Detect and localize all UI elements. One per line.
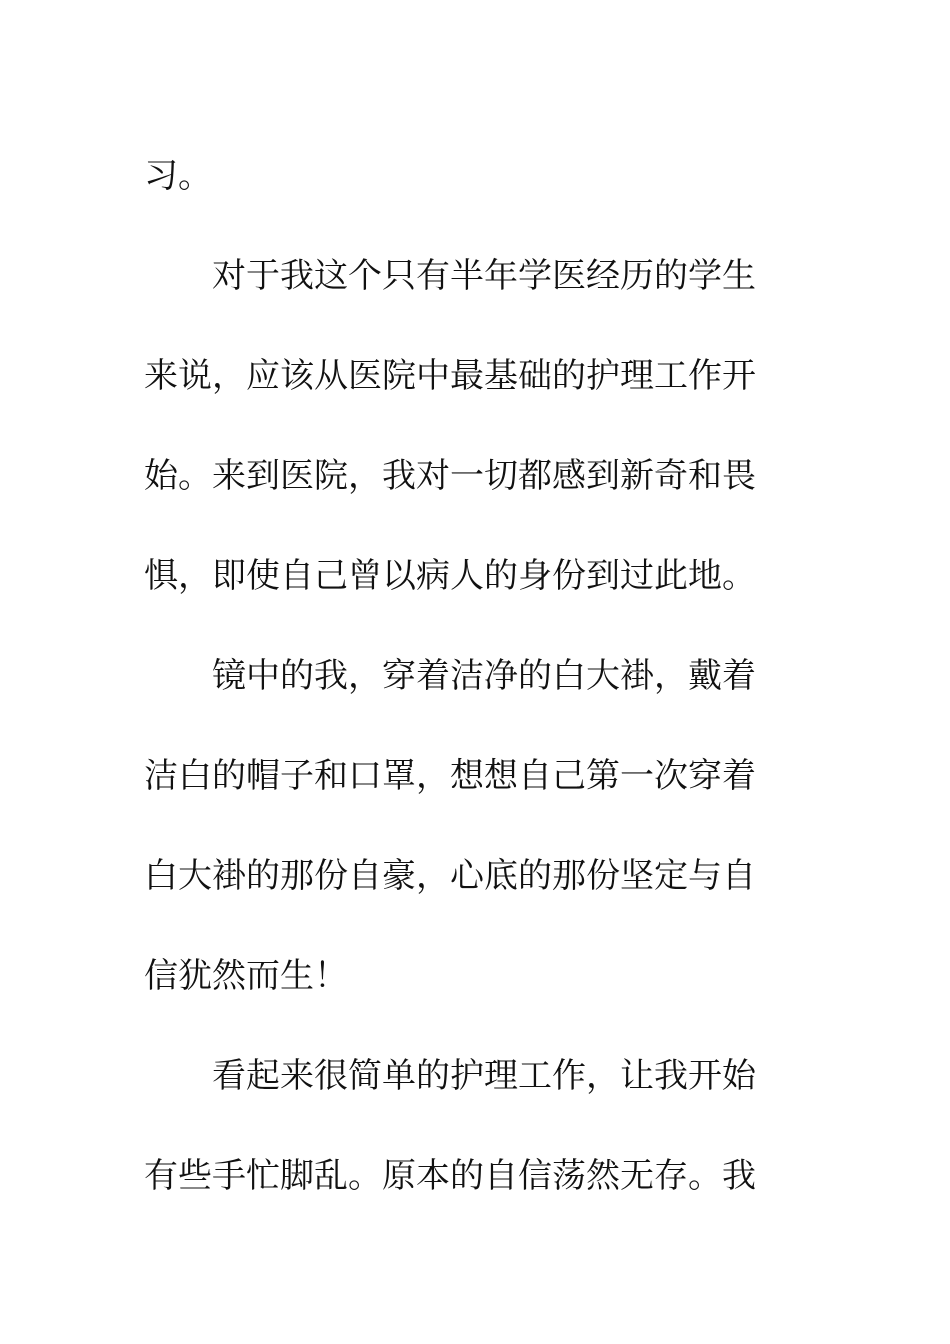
text-line: 来说，应该从医院中最基础的护理工作开	[144, 356, 756, 396]
text-line: 白大褂的那份自豪，心底的那份坚定与自	[144, 856, 756, 896]
text-line: 洁白的帽子和口罩，想想自己第一次穿着	[144, 756, 756, 796]
text-line: 惧，即使自己曾以病人的身份到过此地。	[144, 556, 756, 596]
paragraph-start-line: 看起来很简单的护理工作，让我开始	[212, 1056, 756, 1096]
text-line: 习。	[144, 156, 212, 196]
text-line: 信犹然而生！	[144, 956, 348, 996]
text-line: 有些手忙脚乱。原本的自信荡然无存。我	[144, 1156, 756, 1196]
body-text	[144, 126, 784, 1226]
text-line: 始。来到医院，我对一切都感到新奇和畏	[144, 456, 756, 496]
paragraph-start-line: 镜中的我，穿着洁净的白大褂，戴着	[212, 656, 756, 696]
paragraph-start-line: 对于我这个只有半年学医经历的学生	[212, 256, 756, 296]
